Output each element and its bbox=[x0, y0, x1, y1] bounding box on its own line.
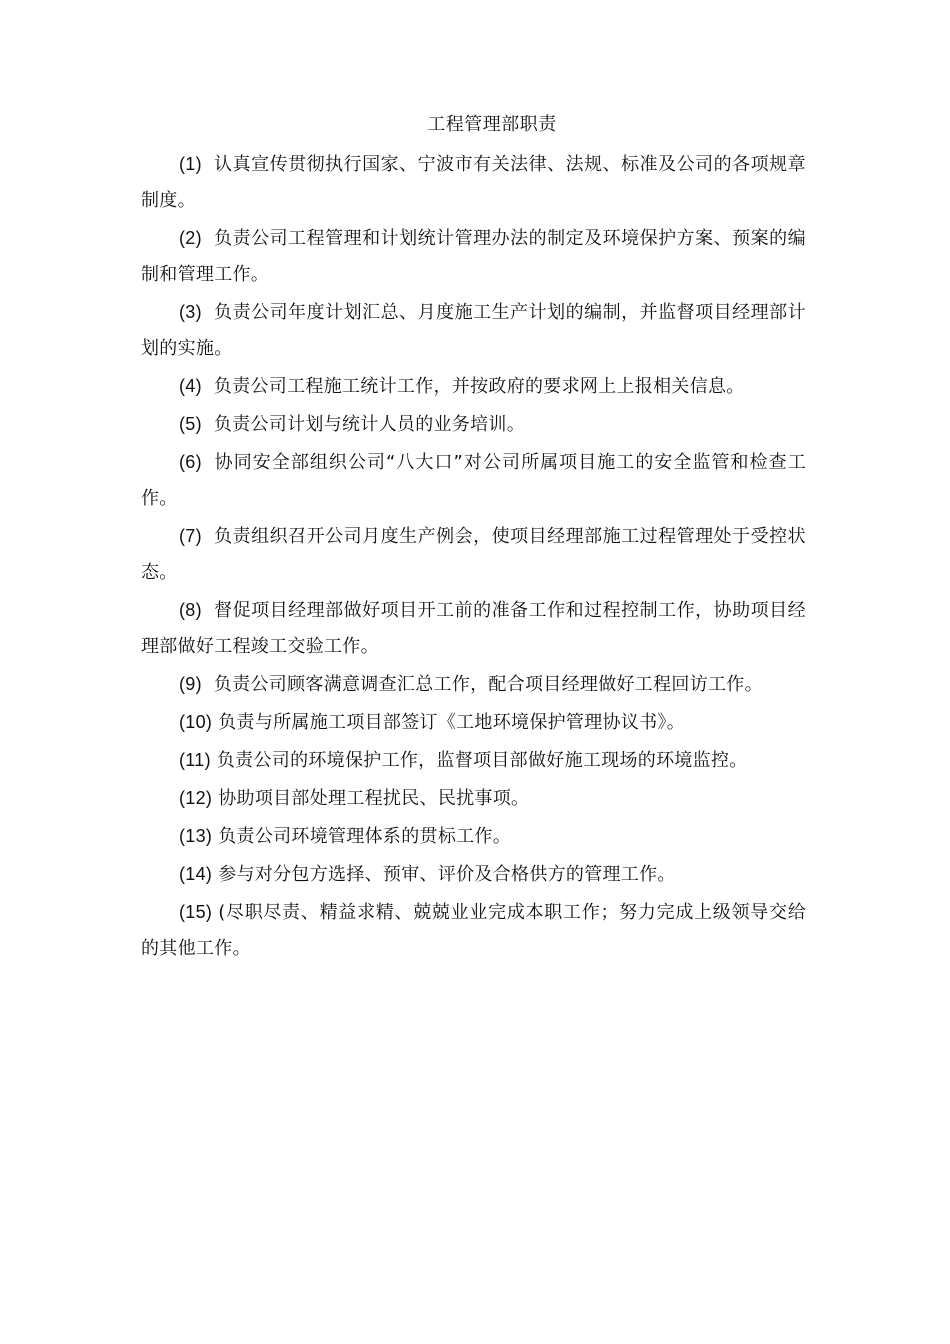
list-item bbox=[141, 894, 806, 967]
item-text: 负责公司年度计划汇总、月度施工生产计划的编制，并监督项目经理部计划的实施。 bbox=[141, 302, 806, 359]
item-number: (2) bbox=[179, 228, 202, 248]
list-item bbox=[141, 742, 806, 779]
list-item bbox=[141, 666, 806, 703]
list-item bbox=[141, 518, 806, 591]
item-text: (尽职尽责、精益求精、兢兢业业完成本职工作；努力完成上级领导交给的其他工作。 bbox=[141, 902, 806, 959]
item-text: 参与对分包方选择、预审、评价及合格供方的管理工作。 bbox=[218, 864, 676, 885]
list-item bbox=[141, 220, 806, 293]
item-number: (5) bbox=[179, 414, 202, 434]
item-text: 协助项目部处理工程扰民、民扰事项。 bbox=[218, 788, 530, 809]
item-text: 负责公司环境管理体系的贯标工作。 bbox=[218, 826, 512, 847]
item-text: 认真宣传贯彻执行国家、宁波市有关法律、法规、标准及公司的各项规章制度。 bbox=[141, 154, 806, 211]
list-item bbox=[141, 368, 806, 405]
item-text: 督促项目经理部做好项目开工前的准备工作和过程控制工作，协助项目经理部做好工程竣工交验工作。 bbox=[141, 600, 806, 657]
item-text: 负责公司工程施工统计工作，并按政府的要求网上上报相关信息。 bbox=[213, 376, 745, 397]
item-number: (7) bbox=[179, 526, 202, 546]
list-item bbox=[141, 444, 806, 517]
item-number: (9) bbox=[179, 674, 202, 694]
document-title: 工程管理部职责 bbox=[427, 114, 557, 135]
item-text: 负责公司的环境保护工作，监督项目部做好施工现场的环境监控。 bbox=[216, 750, 748, 771]
item-text: 负责公司计划与统计人员的业务培训。 bbox=[213, 414, 526, 435]
duties-list bbox=[141, 146, 806, 968]
item-number: (6) bbox=[179, 452, 202, 472]
item-number: (15) bbox=[179, 902, 213, 922]
item-text: 负责公司工程管理和计划统计管理办法的制定及环境保护方案、预案的编制和管理工作。 bbox=[141, 228, 806, 285]
item-text: 协同安全部组织公司“八大口”对公司所属项目施工的安全监管和检查工作。 bbox=[141, 452, 806, 509]
list-item bbox=[141, 704, 806, 741]
item-text: 负责组织召开公司月度生产例会，使项目经理部施工过程管理处于受控状态。 bbox=[141, 526, 806, 583]
item-number: (12) bbox=[179, 788, 213, 808]
item-text: 负责公司顾客满意调查汇总工作，配合项目经理做好工程回访工作。 bbox=[213, 674, 763, 695]
list-item bbox=[141, 818, 806, 855]
list-item bbox=[141, 592, 806, 665]
item-number: (8) bbox=[179, 600, 202, 620]
item-number: (13) bbox=[179, 826, 213, 846]
item-text: 负责与所属施工项目部签订《工地环境保护管理协议书》。 bbox=[218, 712, 686, 733]
list-item bbox=[141, 294, 806, 367]
list-item bbox=[141, 406, 806, 443]
item-number: (3) bbox=[179, 302, 202, 322]
list-item bbox=[141, 146, 806, 219]
item-number: (10) bbox=[179, 712, 213, 732]
list-item bbox=[141, 780, 806, 817]
item-number: (11) bbox=[179, 750, 211, 770]
list-item bbox=[141, 856, 806, 893]
item-number: (1) bbox=[179, 154, 202, 174]
item-number: (14) bbox=[179, 864, 213, 884]
item-number: (4) bbox=[179, 376, 202, 396]
